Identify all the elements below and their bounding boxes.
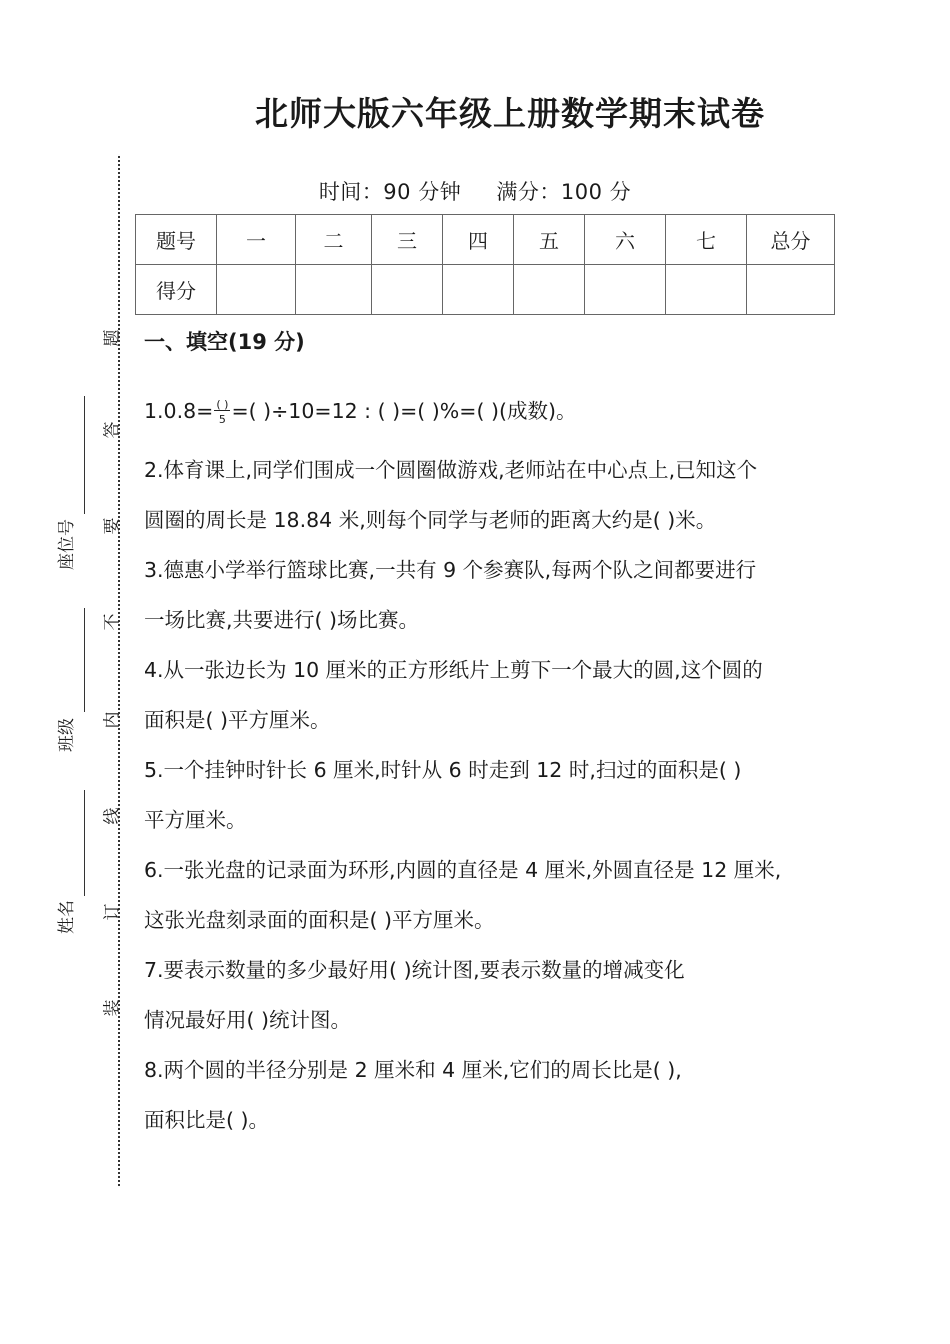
binding-dotted-line [118,156,120,1186]
question-line: 圆圈的周长是 18.84 米,则每个同学与老师的距离大约是( )米。 [144,508,717,532]
score-table [135,214,835,315]
question-line: 4.从一张边长为 10 厘米的正方形纸片上剪下一个最大的圆,这个圆的 [144,658,763,682]
exam-full-score: 满分：100 分 [496,180,632,204]
question-line: 6.一张光盘的记录面为环形,内圆的直径是 4 厘米,外圆直径是 12 厘米, [144,858,782,882]
name-label: 姓名 [57,900,77,934]
fraction-numerator: ( ) [216,398,229,411]
header-cell: 七 [666,215,747,265]
class-underline [84,608,85,712]
score-cell[interactable] [514,265,585,315]
fraction [214,399,230,425]
header-cell: 一 [217,215,296,265]
binding-char-1: 题 [102,329,123,347]
q1-prefix: 1.0.8= [144,399,214,423]
score-cell[interactable] [217,265,296,315]
fraction-denominator: 5 [218,413,226,426]
question-line: 这张光盘刻录面的面积是( )平方厘米。 [144,908,495,932]
exam-time: 时间：90 分钟 [318,180,462,204]
binding-char-8: 装 [102,999,123,1017]
binding-char-7: 订 [102,903,123,921]
binding-char-4: 不 [102,613,123,631]
question-line: 3.德惠小学举行篮球比赛,一共有 9 个参赛队,每两个队之间都要进行 [144,558,757,582]
q1-rest: =( )÷10=12 : ( )=( )%=( )(成数)。 [231,399,577,423]
header-cell: 四 [443,215,514,265]
score-cell[interactable] [443,265,514,315]
seat-number-underline [84,396,85,514]
score-table-score-row [136,265,835,315]
header-cell: 题号 [136,215,217,265]
score-cell[interactable] [585,265,666,315]
name-underline [84,790,85,896]
score-table-header-row [136,215,835,265]
class-label: 班级 [57,718,77,752]
binding-char-3: 要 [102,517,123,535]
section-heading: 一、填空(19 分) [144,330,305,354]
question-line: 平方厘米。 [144,808,247,832]
header-cell: 二 [296,215,372,265]
question-line: 面积是( )平方厘米。 [144,708,331,732]
question-line: 5.一个挂钟时针长 6 厘米,时针从 6 时走到 12 时,扫过的面积是( ) [144,758,742,782]
score-cell[interactable] [747,265,835,315]
page-title: 北师大版六年级上册数学期末试卷 [255,94,765,133]
header-cell: 总分 [747,215,835,265]
score-row-label: 得分 [136,265,217,315]
question-line: 面积比是( )。 [144,1108,270,1132]
binding-char-5: 内 [102,711,123,729]
exam-info [0,176,950,206]
binding-char-2: 答 [102,421,123,439]
header-cell: 三 [372,215,443,265]
binding-char-6: 线 [102,807,123,825]
header-cell: 六 [585,215,666,265]
header-cell: 五 [514,215,585,265]
score-cell[interactable] [296,265,372,315]
seat-number-label: 座位号 [57,519,77,570]
question-1 [144,394,576,425]
question-line: 7.要表示数量的多少最好用( )统计图,要表示数量的增减变化 [144,958,685,982]
question-line: 8.两个圆的半径分别是 2 厘米和 4 厘米,它们的周长比是( ), [144,1058,682,1082]
question-line: 情况最好用( )统计图。 [144,1008,352,1032]
question-line: 一场比赛,共要进行( )场比赛。 [144,608,420,632]
question-line: 2.体育课上,同学们围成一个圆圈做游戏,老师站在中心点上,已知这个 [144,458,758,482]
score-cell[interactable] [666,265,747,315]
score-cell[interactable] [372,265,443,315]
